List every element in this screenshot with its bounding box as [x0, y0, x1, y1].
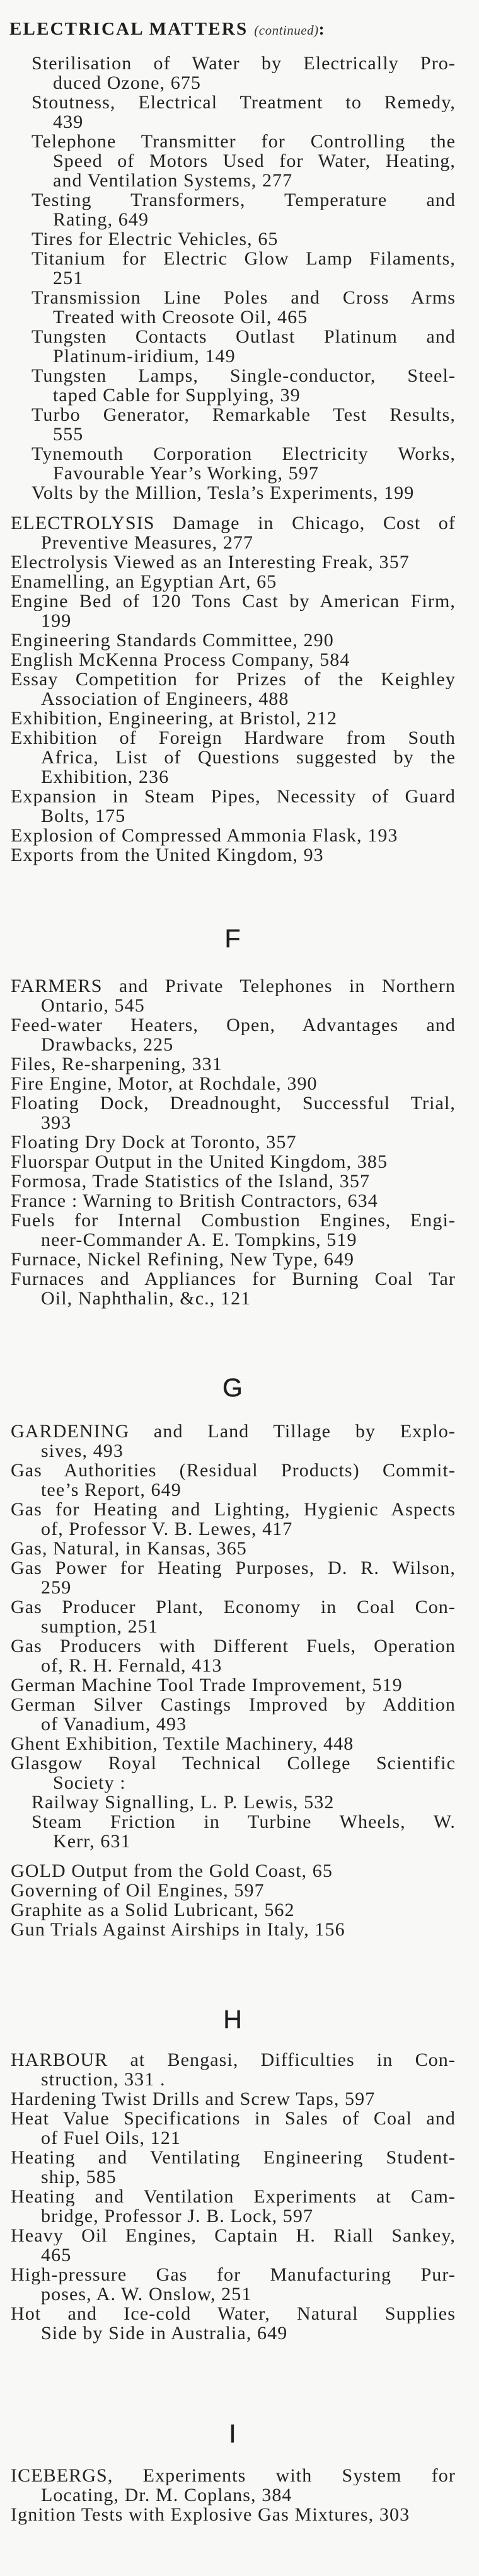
- entry-line: Heavy Oil Engines, Captain H. Riall Sankey,: [11, 2225, 456, 2245]
- index-entry: [0, 1753, 479, 1792]
- index-entry: [0, 2050, 479, 2089]
- index-entry: [0, 1695, 479, 1734]
- entry-line: Floating Dry Dock at Toronto, 357: [11, 1131, 297, 1153]
- entry-line: Railway Signalling, L. P. Lewis, 532: [32, 1791, 335, 1813]
- entry-line: Tungsten Lamps, Single-conductor, Steel-: [32, 365, 456, 385]
- entry-continuation-line: Treated with Creosote Oil, 465: [53, 306, 308, 328]
- entry-line: FARMERS and Private Telephones in Northern: [11, 976, 456, 996]
- entry-continuation-line: sives, 493: [41, 1440, 124, 1461]
- entry-line: Engine Bed of 120 Tons Cast by American Firm,: [11, 591, 456, 611]
- entry-continuation-line: Side by Side in Australia, 649: [41, 2322, 288, 2344]
- index-entry: [0, 1881, 479, 1900]
- index-entry: [0, 2089, 479, 2109]
- section-letter-i: I: [229, 2419, 236, 2448]
- index-entry: [0, 1675, 479, 1695]
- entry-continuation-line: poses, A. W. Onslow, 251: [41, 2283, 252, 2305]
- entry-line: Expansion in Steam Pipes, Necessity of Guard: [11, 786, 456, 806]
- entry-continuation-line: struction, 331 .: [41, 2068, 166, 2090]
- entry-line: Governing of Oil Engines, 597: [11, 1879, 265, 1901]
- entry-continuation-line: Oil, Naphthalin, &c., 121: [41, 1287, 251, 1309]
- entry-line: Fire Engine, Motor, at Rochdale, 390: [11, 1073, 318, 1094]
- entry-line: Volts by the Million, Tesla’s Experiments, 199: [32, 482, 415, 503]
- index-entry: [0, 2109, 479, 2148]
- entry-continuation-line: Ontario, 545: [41, 994, 145, 1016]
- index-entry: [0, 826, 479, 845]
- index-subentry: [0, 1812, 479, 1851]
- index-entry: [0, 1636, 479, 1675]
- index-entry: [0, 2265, 479, 2304]
- index-entry: [0, 845, 479, 865]
- entry-continuation-line: Preventive Measures, 277: [41, 532, 254, 553]
- index-subentry: [0, 288, 479, 327]
- entry-line: Explosion of Compressed Ammonia Flask, 193: [11, 824, 398, 846]
- index-entry: [0, 650, 479, 670]
- index-entry: [0, 1015, 479, 1054]
- index-entry: [0, 513, 479, 552]
- entry-line: Exhibition, Engineering, at Bristol, 212: [11, 707, 338, 729]
- index-entry-group: [0, 2466, 479, 2524]
- index-subentry: [0, 190, 479, 229]
- entry-continuation-line: 251: [53, 267, 84, 288]
- index-entry: [0, 572, 479, 591]
- entry-continuation-line: bridge, Professor J. B. Lock, 597: [41, 2205, 314, 2226]
- entry-line: Tynemouth Corporation Electricity Works,: [32, 443, 456, 464]
- entry-line: Formosa, Trade Statistics of the Island, 357: [11, 1170, 371, 1192]
- entry-line: HARBOUR at Bengasi, Difficulties in Con-: [11, 2049, 456, 2070]
- index-entry-group: [0, 1422, 479, 1851]
- entry-continuation-line: 465: [41, 2244, 72, 2265]
- index-subentry: [0, 249, 479, 288]
- entry-line: Gas, Natural, in Kansas, 365: [11, 1537, 247, 1559]
- entry-continuation-line: Speed of Motors Used for Water, Heating,: [53, 151, 456, 171]
- entry-line: Transmission Line Poles and Cross Arms: [32, 287, 456, 307]
- entry-continuation-line: Africa, List of Questions suggested by the: [41, 747, 456, 767]
- index-entry-group: [0, 976, 479, 1308]
- entry-line: Furnace, Nickel Refining, New Type, 649: [11, 1248, 355, 1270]
- entry-continuation-line: Favourable Year’s Working, 597: [53, 462, 319, 484]
- entry-line: Graphite as a Solid Lubricant, 562: [11, 1899, 295, 1920]
- entry-continuation-line: tee’s Report, 649: [41, 1479, 182, 1500]
- entry-line: GOLD Output from the Gold Coast, 65: [11, 1860, 333, 1881]
- section-letter-f: F: [224, 924, 241, 953]
- index-entry: [0, 552, 479, 572]
- index-entry: [0, 2505, 479, 2524]
- entry-continuation-line: duced Ozone, 675: [53, 72, 202, 93]
- entry-line: Exhibition of Foreign Hardware from South: [11, 727, 456, 748]
- entry-line: Hot and Ice-cold Water, Natural Supplies: [11, 2303, 456, 2323]
- entry-continuation-line: of, Professor V. B. Lewes, 417: [41, 1518, 293, 1539]
- index-entry: [0, 2304, 479, 2343]
- entry-line: Telephone Transmitter for Controlling the: [32, 131, 456, 151]
- entry-line: Turbo Generator, Remarkable Test Results,: [32, 404, 456, 425]
- index-entry: [0, 1461, 479, 1500]
- entry-line: High-pressure Gas for Manufacturing Pur-: [11, 2264, 456, 2284]
- entry-line: Gas for Heating and Lighting, Hygienic Aspects: [11, 1499, 456, 1519]
- entry-line: Heating and Ventilating Engineering Student-: [11, 2147, 456, 2167]
- entry-continuation-line: taped Cable for Supplying, 39: [53, 384, 301, 406]
- entry-line: Engineering Standards Committee, 290: [11, 629, 334, 651]
- entry-line: ICEBERGS, Experiments with System for: [11, 2465, 456, 2485]
- index-entry: [0, 2187, 479, 2226]
- entry-continuation-line: and Ventilation Systems, 277: [53, 169, 293, 191]
- entry-line: France : Warning to British Contractors, 634: [11, 1190, 378, 1211]
- entry-continuation-line: ship, 585: [41, 2166, 117, 2187]
- entry-line: ELECTROLYSIS Damage in Chicago, Cost of: [11, 513, 456, 533]
- index-entry-group: [0, 513, 479, 865]
- index-entry: [0, 709, 479, 728]
- index-entry: [0, 2226, 479, 2265]
- entry-line: Steam Friction in Turbine Wheels, W.: [32, 1811, 456, 1832]
- entry-line: Fluorspar Output in the United Kingdom, 385: [11, 1151, 388, 1172]
- entry-continuation-line: Rating, 649: [53, 208, 149, 230]
- entry-line: German Silver Castings Improved by Addition: [11, 1694, 456, 1714]
- entry-line: German Machine Tool Trade Improvement, 519: [11, 1674, 403, 1695]
- index-subentry: [0, 444, 479, 483]
- index-entry: [0, 1074, 479, 1093]
- index-entry-group: [0, 1861, 479, 1939]
- entry-line: Electrolysis Viewed as an Interesting Freak, 357: [11, 551, 410, 573]
- entry-line: English McKenna Process Company, 584: [11, 649, 350, 670]
- index-entry: [0, 1054, 479, 1074]
- entry-continuation-line: Drawbacks, 225: [41, 1034, 174, 1055]
- index-subentry: [0, 1792, 479, 1812]
- section-letter-g: G: [222, 1373, 243, 1402]
- entry-continuation-line: sumption, 251: [41, 1616, 158, 1637]
- entry-continuation-line: Exhibition, 236: [41, 766, 170, 787]
- heading-continued-note: (continued): [254, 23, 319, 38]
- index-entry: [0, 2148, 479, 2187]
- index-subentry: [0, 229, 479, 249]
- entry-line: Files, Re-sharpening, 331: [11, 1053, 222, 1074]
- index-entry: [0, 1211, 479, 1250]
- index-entry: [0, 728, 479, 787]
- index-entry: [0, 1269, 479, 1308]
- index-subentry: [0, 54, 479, 93]
- entry-continuation-line: Society :: [53, 1772, 126, 1793]
- index-entry: [0, 1597, 479, 1636]
- entry-line: Tires for Electric Vehicles, 65: [32, 228, 279, 249]
- index-entry: [0, 591, 479, 630]
- entry-line: Testing Transformers, Temperature and: [32, 190, 456, 210]
- index-entry-group: [0, 2050, 479, 2343]
- entry-continuation-line: 555: [53, 423, 84, 445]
- index-entry: [0, 1920, 479, 1939]
- entry-continuation-line: Association of Engineers, 488: [41, 688, 289, 709]
- entry-line: Gas Power for Heating Purposes, D. R. Wilson,: [11, 1558, 456, 1578]
- index-entry: [0, 2466, 479, 2505]
- entry-line: Gas Authorities (Residual Products) Commit-: [11, 1460, 456, 1480]
- index-subentry: [0, 483, 479, 503]
- index-entry: [0, 1132, 479, 1152]
- index-entry: [0, 1422, 479, 1461]
- index-subentry: [0, 405, 479, 444]
- entry-continuation-line: Locating, Dr. M. Coplans, 384: [41, 2484, 292, 2505]
- entry-line: GARDENING and Land Tillage by Explo-: [11, 1421, 456, 1441]
- section-heading-electrical-matters: [9, 19, 325, 40]
- entry-line: Titanium for Electric Glow Lamp Filaments,: [32, 248, 456, 268]
- entry-line: Heating and Ventilation Experiments at Cam-: [11, 2186, 456, 2206]
- index-entry: [0, 630, 479, 650]
- index-entry: [0, 1152, 479, 1171]
- index-entry: [0, 1171, 479, 1191]
- entry-continuation-line: 259: [41, 1576, 72, 1598]
- entry-line: Floating Dock, Dreadnought, Successful Trial,: [11, 1093, 456, 1113]
- electrical-matters-subentries: [0, 54, 479, 503]
- entry-line: Glasgow Royal Technical College Scientific: [11, 1753, 456, 1773]
- index-entry: [0, 1734, 479, 1753]
- entry-continuation-line: neer-Commander A. E. Tompkins, 519: [41, 1229, 357, 1250]
- index-entry: [0, 1500, 479, 1539]
- index-subentry: [0, 132, 479, 190]
- entry-line: Enamelling, an Egyptian Art, 65: [11, 571, 277, 592]
- entry-continuation-line: Kerr, 631: [53, 1830, 131, 1852]
- heading-colon: :: [318, 20, 325, 38]
- entry-line: Sterilisation of Water by Electrically Pro-: [32, 53, 456, 73]
- entry-line: Feed-water Heaters, Open, Advantages and: [11, 1015, 456, 1035]
- entry-continuation-line: of, R. H. Fernald, 413: [41, 1655, 222, 1676]
- index-subentry: [0, 366, 479, 405]
- entry-line: Stoutness, Electrical Treatment to Remedy,: [32, 92, 456, 112]
- index-entry: [0, 787, 479, 826]
- entry-continuation-line: of Fuel Oils, 121: [41, 2127, 182, 2148]
- entry-continuation-line: 393: [41, 1112, 72, 1133]
- index-entry: [0, 976, 479, 1015]
- index-entry: [0, 1558, 479, 1597]
- entry-line: Tungsten Contacts Outlast Platinum and: [32, 326, 456, 346]
- entry-line: Exports from the United Kingdom, 93: [11, 844, 324, 865]
- index-entry: [0, 1191, 479, 1211]
- index-entry: [0, 1093, 479, 1132]
- index-entry: [0, 1861, 479, 1881]
- heading-title: ELECTRICAL MATTERS: [9, 19, 248, 39]
- entry-continuation-line: 199: [41, 610, 72, 631]
- entry-line: Ignition Tests with Explosive Gas Mixtures, 303: [11, 2504, 410, 2525]
- entry-line: Fuels for Internal Combustion Engines, Engi-: [11, 1210, 456, 1230]
- entry-line: Gas Producers with Different Fuels, Operation: [11, 1636, 456, 1656]
- entry-line: Gun Trials Against Airships in Italy, 156: [11, 1918, 345, 1940]
- entry-continuation-line: of Vanadium, 493: [41, 1713, 187, 1735]
- index-entry: [0, 1250, 479, 1269]
- index-subentry: [0, 327, 479, 366]
- entry-line: Furnaces and Appliances for Burning Coal Tar: [11, 1268, 456, 1289]
- entry-line: Ghent Exhibition, Textile Machinery, 448: [11, 1733, 354, 1754]
- section-letter-h: H: [223, 2005, 242, 2034]
- index-entry: [0, 1900, 479, 1920]
- index-subentry: [0, 93, 479, 132]
- entry-continuation-line: 439: [53, 111, 84, 132]
- entry-continuation-line: Bolts, 175: [41, 805, 126, 826]
- entry-line: Hardening Twist Drills and Screw Taps, 597: [11, 2088, 376, 2109]
- entry-line: Essay Competition for Prizes of the Keighley: [11, 669, 456, 689]
- entry-continuation-line: Platinum-iridium, 149: [53, 345, 236, 367]
- entry-line: Heat Value Specifications in Sales of Coal and: [11, 2108, 456, 2128]
- index-entry: [0, 1539, 479, 1558]
- index-entry: [0, 670, 479, 709]
- entry-line: Gas Producer Plant, Economy in Coal Con-: [11, 1597, 456, 1617]
